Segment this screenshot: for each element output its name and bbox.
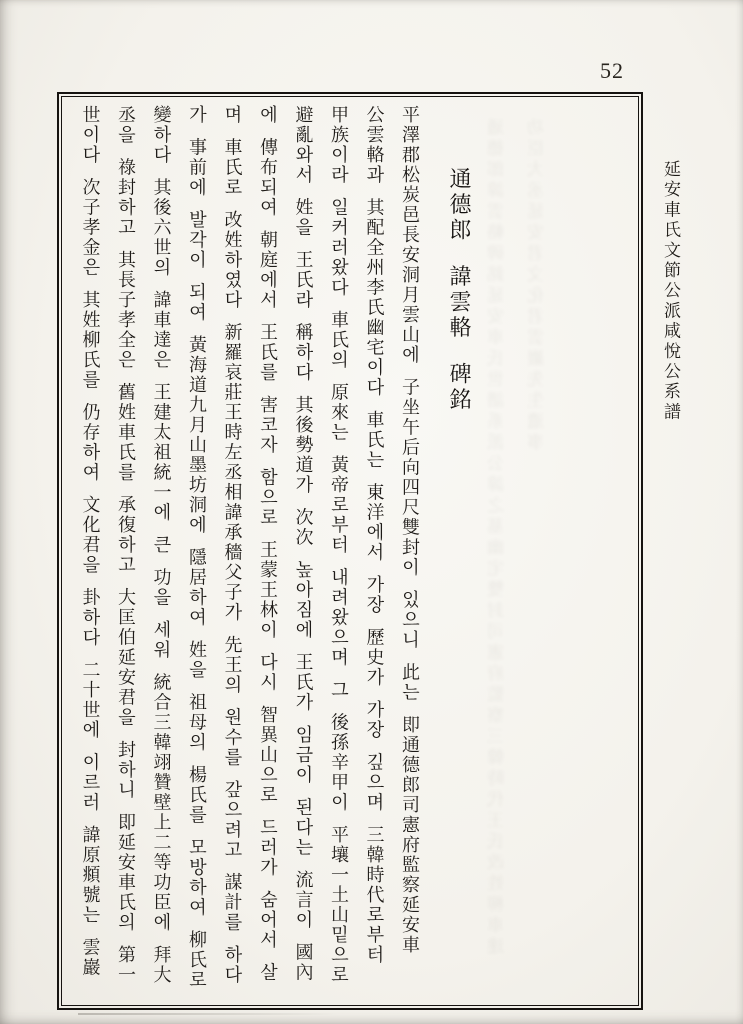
text-column-10: 世이다 次子孝金은 其姓柳氏를 仍存하여 文化君을 卦하다 二十世에 이르러 諱原頫號는 雲巖 <box>80 105 101 978</box>
text-column-6: 며 車氏로 改姓하였다 新羅哀莊王時左丞相諱承穡父子가 先王의 원수를 갚으려고 謀計를 하다 <box>222 105 243 985</box>
blank-gutter <box>477 105 632 997</box>
text-column-4: 避亂와서 姓을 王氏라 稱하다 其後勢道가 次次 높아짐에 王氏가 임금이 된다는 流言이 國內 <box>293 105 314 983</box>
page-number: 52 <box>600 58 624 83</box>
vertical-text-block <box>68 105 632 997</box>
outer-border-frame <box>57 92 643 1010</box>
text-column-1: 平澤郡松炭邑長安洞月雲山에 子坐午后向四尺雙封이 있으니 此는 即通德郎司憲府監察延安車 <box>400 105 420 955</box>
epitaph-title: 通德郎 諱雲輅 碑銘 <box>447 167 472 413</box>
text-column-8: 變하다 其後六世의 諱車達은 王建太祖統一에 큰 功을 세워 統合三韓翊贊壁上二等功臣에 拜大 <box>151 105 172 985</box>
text-column-7: 가 事前에 발각이 되여 黃海道九月山墨坊洞에 隱居하여 姓을 祖母의 楊氏를 모방하여 柳氏로 <box>187 105 207 990</box>
text-column-2: 公雲輅과 其配全州李氏幽宅이다 車氏는 東洋에서 가장 歷史가 가장 깊으며 三韓時代로부터 <box>364 105 385 965</box>
inner-border-frame <box>61 96 639 1006</box>
margin-edition-title: 延安車氏文節公派咸悅公系譜 <box>661 160 680 423</box>
scan-noise-mark <box>78 1013 338 1015</box>
text-column-9: 丞을 祿封하고 其長子孝全은 舊姓車氏를 承復하고 大匡伯延安君을 封하니 即延安車氏의 第一 <box>116 105 136 985</box>
bleed-through-ghost-text: 通德郎諱雲輅碑銘延安車氏世譜系派公諱之墓幽宅雙封司憲府監察三韓時代王氏改姓柳車達功臣大丞延安君文化君雲巖先生遺事 <box>488 118 547 958</box>
text-column-3: 甲族이라 일커러왔다 車氏의 原來는 黃帝로부터 내려왔으며 그 後孫辛甲이 平壤一土山밑으로 <box>329 105 349 985</box>
text-column-5: 에 傳布되여 朝庭에서 王氏를 害코자 함으로 王蒙王林이 다시 智異山으로 드러가 숨어서 살 <box>258 105 278 983</box>
